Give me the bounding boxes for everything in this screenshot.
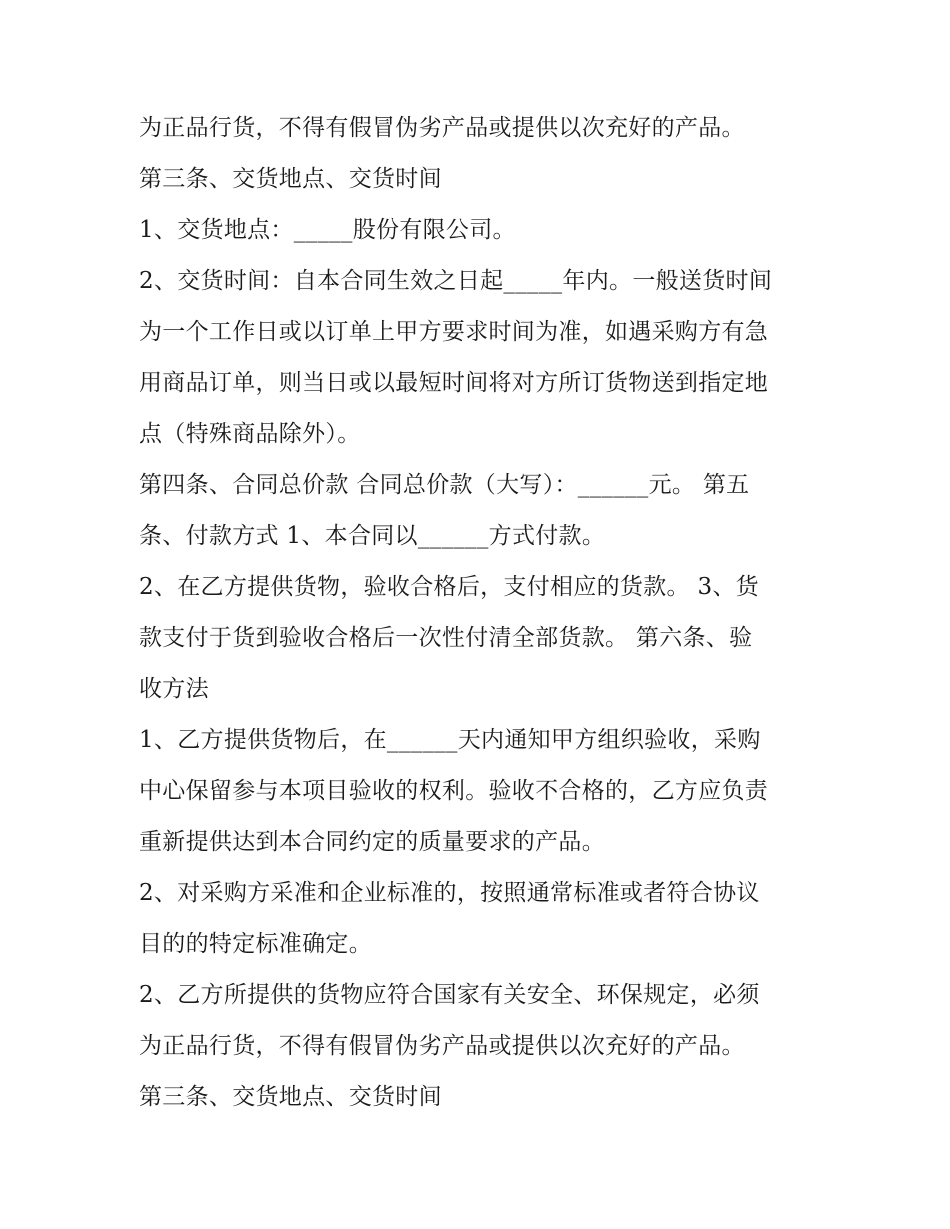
text-line: 为一个工作日或以订单上甲方要求时间为准，如遇采购方有急 (139, 319, 769, 345)
section-heading: 第三条、交货地点、交货时间 (139, 166, 442, 192)
text-line: 中心保留参与本项目验收的权利。验收不合格的，乙方应负责 (139, 778, 769, 804)
text-line: 为正品行货，不得有假冒伪劣产品或提供以次充好的产品。 (139, 1033, 745, 1059)
text-line: 点（特殊商品除外）。 (139, 421, 361, 447)
text-line: 收方法 (139, 676, 209, 702)
text-line: 2、在乙方提供货物，验收合格后，支付相应的货款。 3、货 (139, 574, 759, 600)
text-line: 2、对采购方采准和企业标准的，按照通常标准或者符合协议 (139, 880, 760, 906)
text-line: 款支付于货到验收合格后一次性付清全部货款。 第六条、验 (139, 625, 753, 651)
section-heading: 第三条、交货地点、交货时间 (139, 1084, 442, 1110)
text-line: 重新提供达到本合同约定的质量要求的产品。 (139, 829, 605, 855)
text-line: 条、付款方式 1、本合同以______方式付款。 (139, 523, 606, 549)
text-line: 1、交货地点：_____股份有限公司。 (139, 217, 516, 243)
text-line: 2、交货时间：自本合同生效之日起_____年内。一般送货时间 (139, 268, 773, 294)
text-line: 用商品订单，则当日或以最短时间将对方所订货物送到指定地 (139, 370, 769, 396)
text-line: 为正品行货，不得有假冒伪劣产品或提供以次充好的产品。 (139, 115, 745, 141)
text-line: 1、乙方提供货物后，在______天内通知甲方组织验收，采购 (139, 727, 761, 753)
text-line: 第四条、合同总价款 合同总价款（大写）：______元。 第五 (139, 472, 750, 498)
text-line: 2、乙方所提供的货物应符合国家有关安全、环保规定，必须 (139, 982, 760, 1008)
document-body (139, 103, 819, 1123)
text-line: 目的的特定标准确定。 (139, 931, 372, 957)
